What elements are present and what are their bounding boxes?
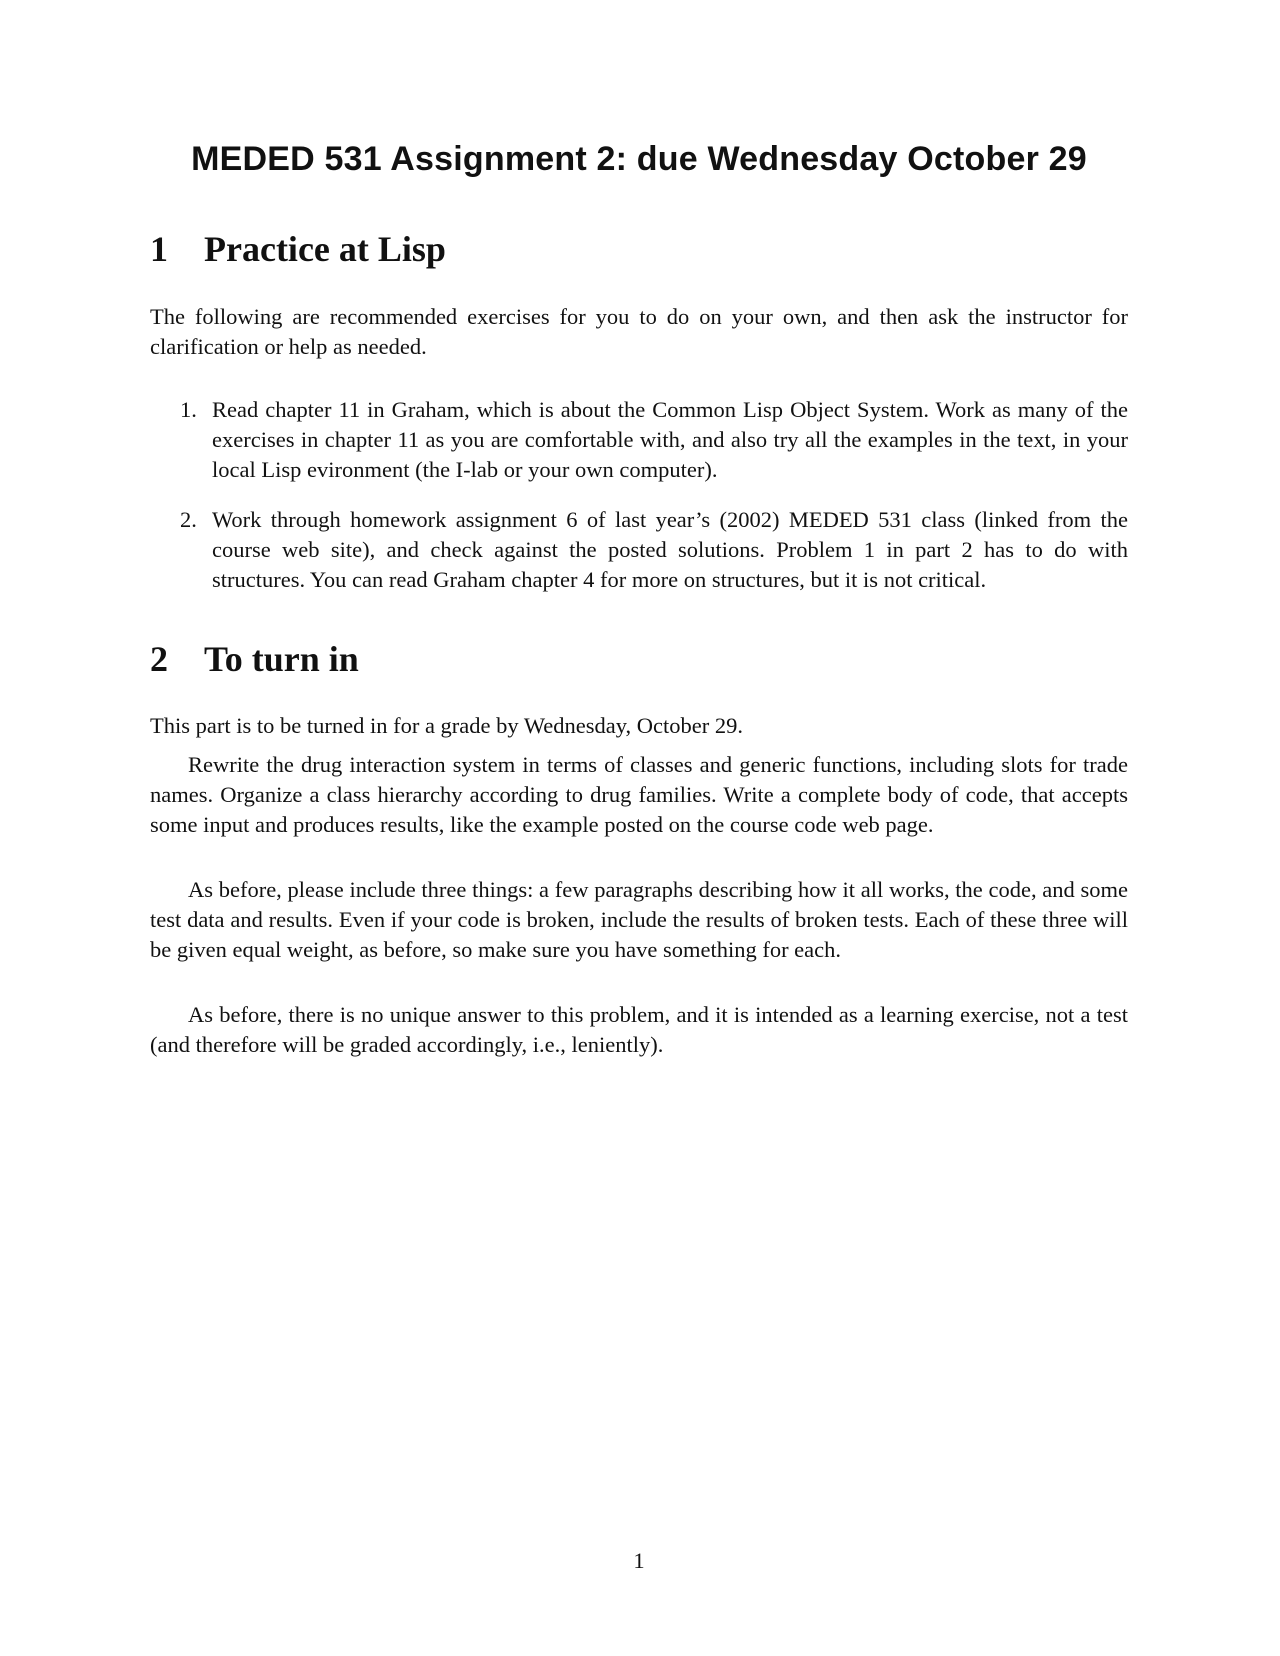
body-paragraph: This part is to be turned in for a grade by Wednesday, October 29. <box>150 713 744 738</box>
list-marker: 2. <box>180 507 197 532</box>
body-paragraph: As before, please include three things: a few paragraphs describing how it all works, the code, and some test data and results. Even if your code is broken, include the results of broken tests. Each of these three will be given equal weight, as before, so make sure you have something for each. <box>150 877 1128 962</box>
list-marker: 1. <box>180 397 197 422</box>
section-heading-to-turn-in <box>150 638 359 680</box>
section-number: 1 <box>150 229 168 269</box>
list-item <box>150 505 1128 595</box>
list-item-text: Work through homework assignment 6 of last year’s (2002) MEDED 531 class (linked from the course web site), and check against the posted solutions. Problem 1 in part 2 has to do with structures. You can read Graham chapter 4 for more on structures, but it is not critical. <box>212 507 1128 592</box>
section-title: To turn in <box>204 639 359 679</box>
page-number: 1 <box>633 1548 645 1573</box>
document-page <box>150 0 1128 1656</box>
document-title: MEDED 531 Assignment 2: due Wednesday October 29 <box>191 140 1087 178</box>
section-title: Practice at Lisp <box>204 229 446 269</box>
list-item-text: Read chapter 11 in Graham, which is about the Common Lisp Object System. Work as many of the exercises in chapter 11 as you are comfortable with, and also try all the examples in the text, in your local Lisp evironment (the I-lab or your own computer). <box>212 397 1128 482</box>
body-paragraph: Rewrite the drug interaction system in terms of classes and generic functions, including slots for trade names. Organize a class hierarchy according to drug families. Write a complete body of code, that accepts some input and produces results, like the example posted on the course code web page. <box>150 752 1128 837</box>
section-intro-paragraph: The following are recommended exercises for you to do on your own, and then ask the instructor for clarification or help as needed. <box>150 304 1128 359</box>
exercise-list <box>150 395 1128 615</box>
body-paragraph: As before, there is no unique answer to this problem, and it is intended as a learning exercise, not a test (and therefore will be graded accordingly, i.e., leniently). <box>150 1002 1128 1057</box>
section-number: 2 <box>150 639 168 679</box>
list-item <box>150 395 1128 485</box>
section-heading-practice-at-lisp <box>150 228 446 270</box>
